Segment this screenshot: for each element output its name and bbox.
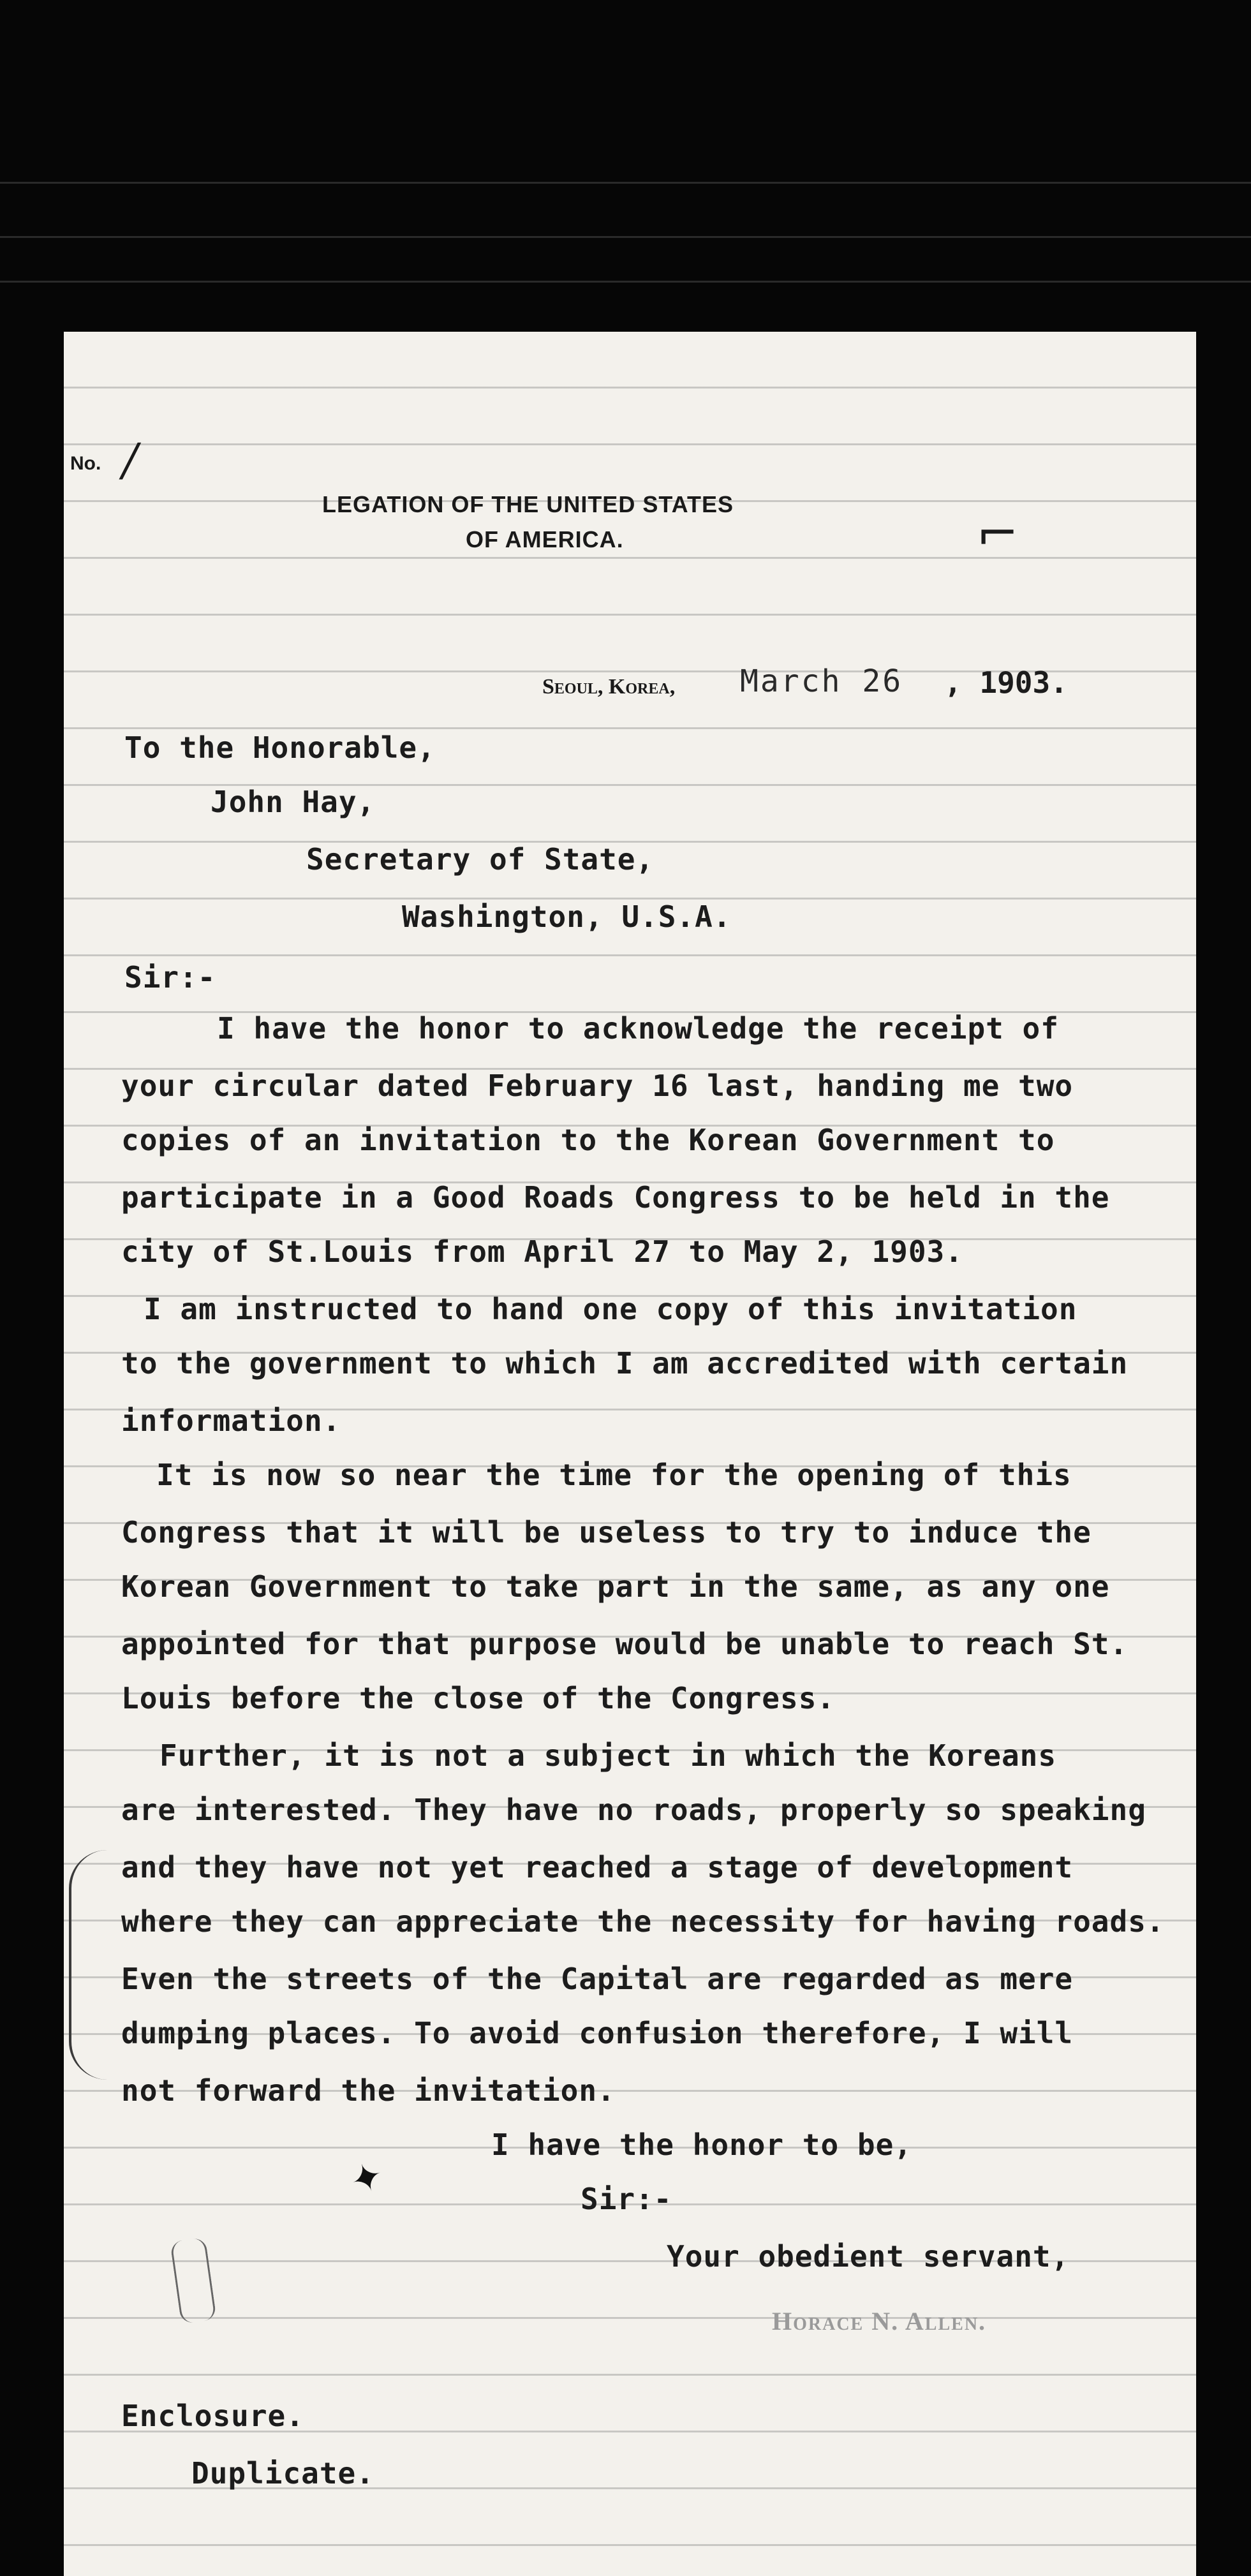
body-line: city of St.Louis from April 27 to May 2, 1903. bbox=[121, 1234, 963, 1269]
body-line: participate in a Good Roads Congress to be held in the bbox=[121, 1180, 1110, 1215]
body-line: I am instructed to hand one copy of this invitation bbox=[144, 1292, 1077, 1326]
body-line: to the government to which I am accredited with certain bbox=[121, 1346, 1129, 1381]
body-line: your circular dated February 16 last, handing me two bbox=[121, 1069, 1074, 1103]
body-line: Korean Government to take part in the same, as any one bbox=[121, 1569, 1110, 1604]
closing-line-3: Your obedient servant, bbox=[667, 2239, 1070, 2274]
date-year: , 1903. bbox=[944, 665, 1068, 700]
number-value: / bbox=[122, 434, 138, 486]
check-mark-icon: ⌐ bbox=[976, 504, 1019, 563]
body-line: where they can appreciate the necessity for having roads. bbox=[121, 1904, 1165, 1939]
salutation: Sir:- bbox=[124, 960, 216, 995]
body-line: information. bbox=[121, 1403, 341, 1438]
body-line: It is now so near the time for the opening of this bbox=[156, 1458, 1072, 1492]
address-line-1: To the Honorable, bbox=[124, 730, 436, 765]
enclosure-note: Duplicate. bbox=[191, 2456, 374, 2491]
body-line: Further, it is not a subject in which the Koreans bbox=[159, 1738, 1057, 1773]
margin-mark-icon: ✦ bbox=[344, 2152, 390, 2205]
frame-rule bbox=[0, 182, 1251, 184]
signature-stamp: Horace N. Allen. bbox=[772, 2307, 987, 2335]
body-line: Even the streets of the Capital are regarded as mere bbox=[121, 1962, 1074, 1996]
address-line-2: John Hay, bbox=[211, 785, 376, 819]
body-line: are interested. They have no roads, properly so speaking bbox=[121, 1793, 1146, 1827]
body-line: Congress that it will be useless to try to induce the bbox=[121, 1515, 1092, 1550]
closing-line-2: Sir:- bbox=[581, 2182, 672, 2216]
margin-bracket bbox=[69, 1850, 116, 2080]
number-label: No. bbox=[70, 453, 101, 474]
date-value: March 26 bbox=[740, 663, 903, 699]
enclosure-label: Enclosure. bbox=[121, 2399, 304, 2433]
address-line-3: Secretary of State, bbox=[306, 842, 655, 877]
frame-rule bbox=[0, 236, 1251, 238]
place-label: Seoul, Korea, bbox=[542, 675, 676, 699]
address-line-4: Washington, U.S.A. bbox=[402, 899, 732, 934]
letterhead-line-2: OF AMERICA. bbox=[466, 526, 624, 552]
letterhead-line-1: LEGATION OF THE UNITED STATES bbox=[322, 491, 734, 517]
body-line: and they have not yet reached a stage of development bbox=[121, 1850, 1074, 1884]
body-line: Louis before the close of the Congress. bbox=[121, 1681, 836, 1715]
body-line: dumping places. To avoid confusion therefore, I will bbox=[121, 2016, 1074, 2050]
body-line: I have the honor to acknowledge the receipt of bbox=[217, 1011, 1059, 1046]
closing-line-1: I have the honor to be, bbox=[491, 2128, 912, 2162]
margin-scribble bbox=[170, 2237, 217, 2325]
body-line: not forward the invitation. bbox=[121, 2073, 616, 2108]
frame-rule bbox=[0, 281, 1251, 283]
body-line: copies of an invitation to the Korean Government to bbox=[121, 1123, 1055, 1157]
body-line: appointed for that purpose would be unable to reach St. bbox=[121, 1627, 1129, 1661]
letter-page bbox=[64, 332, 1196, 2576]
